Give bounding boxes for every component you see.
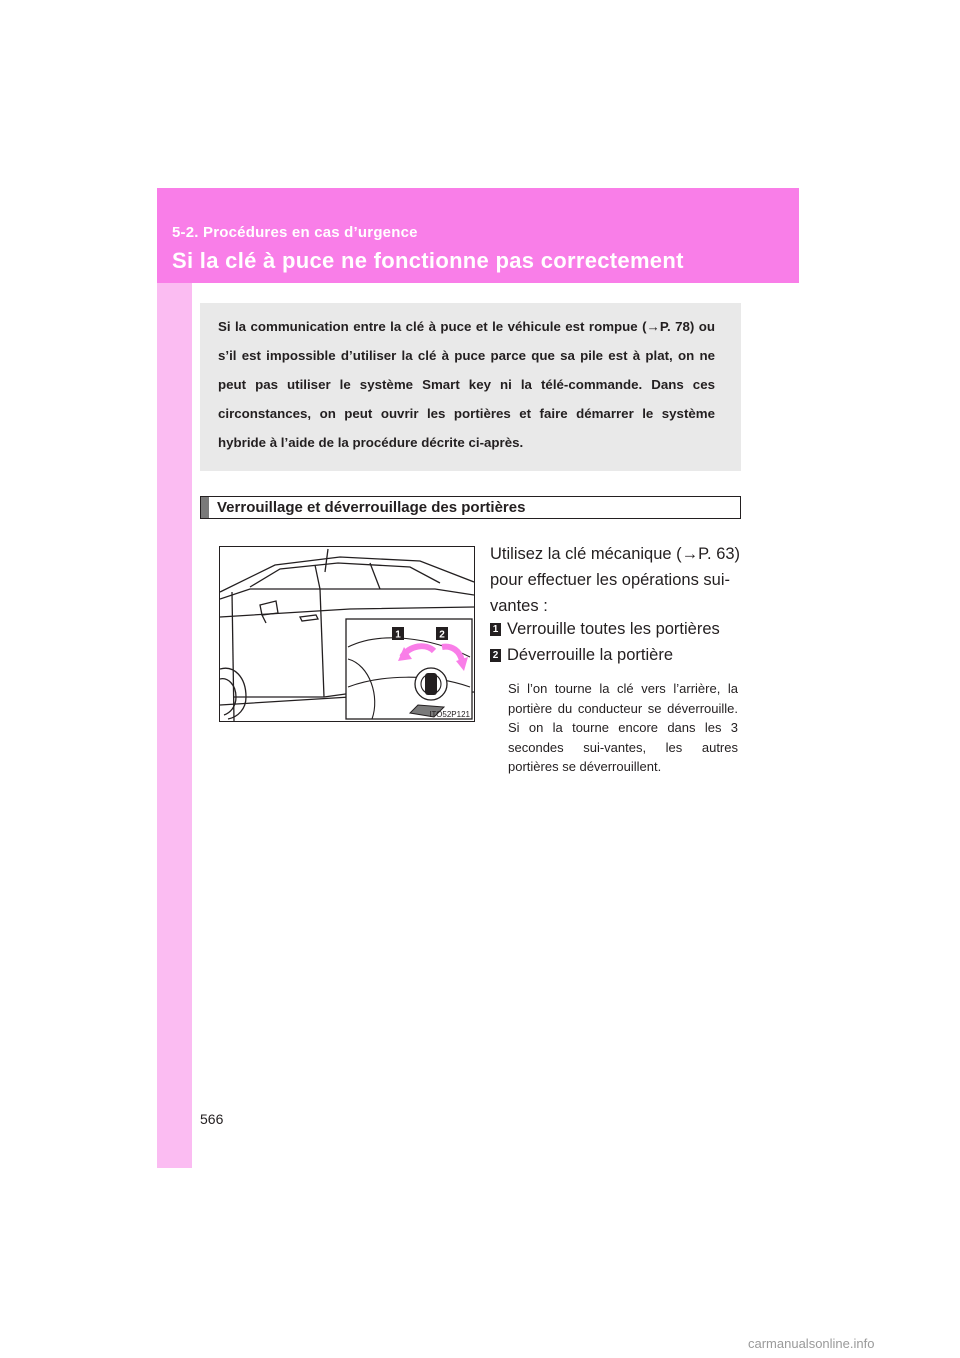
chapter-sidebar [157, 188, 192, 1168]
step-label-2: Déverrouille la portière [507, 646, 673, 664]
figure-marker-1: 1 [395, 629, 401, 641]
intro-text: Si la communication entre la clé à puce et le véhicule est rompue (→P. 78) ou s’il est impossible d’utiliser la clé à puce parce que sa pile est à plat, on ne peut pas utiliser le système Smart key ni la télé-commande. Dans ces circonstances, on peut ouvrir les portières et faire démarrer le système hybride à l’aide de la procédure décrite ci-après. [218, 319, 715, 450]
procedure-intro: Utilisez la clé mécanique (→P. 63) pour effectuer les opérations sui-vantes : [490, 545, 741, 615]
section-heading: Verrouillage et déverrouillage des portières [217, 499, 526, 516]
page-title: Si la clé à puce ne fonctionne pas correctement [172, 248, 684, 273]
page-number: 566 [200, 1111, 224, 1127]
step-2-note: Si l’on tourne la clé vers l’arrière, la portière du conducteur se déverrouille. Si on la tourne encore dans les 3 secondes sui-vantes, les autres portières se déverrouillent. [508, 681, 738, 775]
section-label: 5-2. Procédures en cas d’urgence [172, 224, 418, 241]
car-door-drawing [220, 547, 474, 721]
figure-code: ITO52P121 [429, 710, 470, 719]
figure-marker-2: 2 [439, 629, 445, 641]
step-1 [490, 620, 720, 639]
section-heading-box [200, 496, 741, 519]
step-label-1: Verrouille toutes les portières [507, 620, 720, 638]
section-heading-marker [201, 497, 209, 518]
step-2 [490, 646, 673, 665]
step-number-1: 1 [490, 623, 501, 636]
door-key-illustration [219, 546, 475, 722]
step-number-2: 2 [490, 649, 501, 662]
watermark: carmanualsonline.info [748, 1336, 875, 1351]
